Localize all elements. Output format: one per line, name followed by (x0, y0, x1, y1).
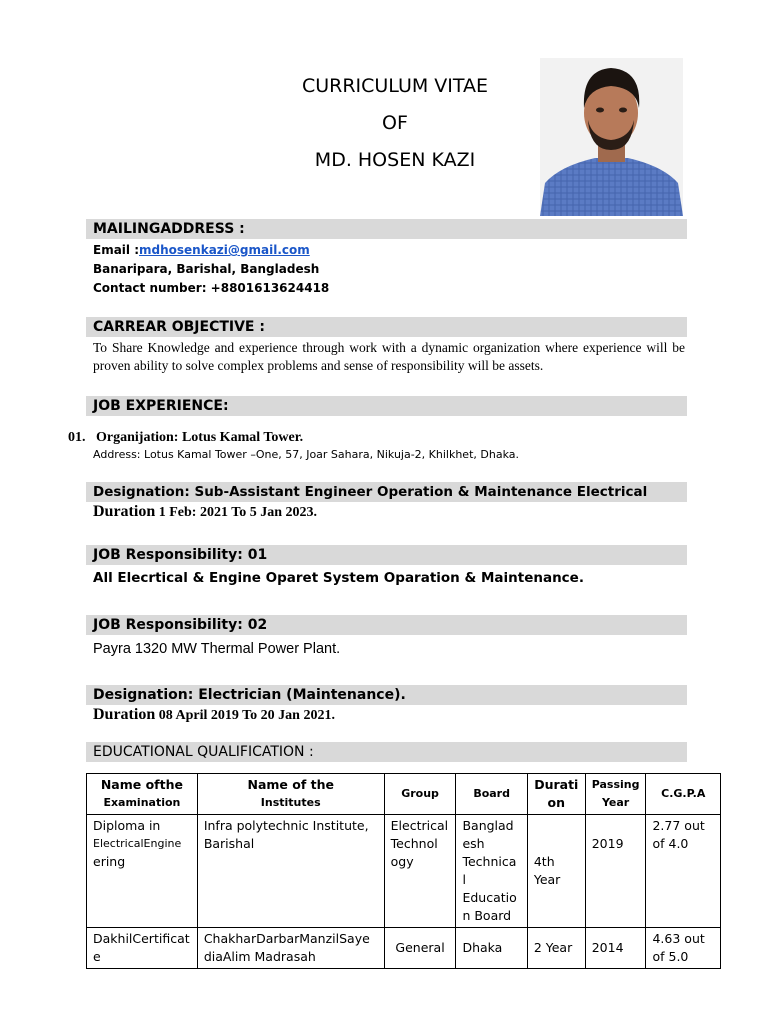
header-group: Group (384, 774, 456, 815)
designation2: Designation: Electrician (Maintenance). (93, 687, 406, 703)
organization-address: Address: Lotus Kamal Tower –One, 57, Joar Sahara, Nikuja-2, Khilkhet, Dhaka. (93, 448, 519, 461)
duration2-line (93, 706, 335, 724)
cell-year: 2014 (585, 928, 646, 969)
organization-name: Organijation: Lotus Kamal Tower. (96, 430, 304, 445)
cell-cgpa: 2.77 out of 4.0 (646, 815, 721, 928)
email-line (93, 243, 310, 257)
designation1: Designation: Sub-Assistant Engineer Operation & Maintenance Electrical (93, 484, 648, 500)
objective-heading: CARREAR OBJECTIVE : (93, 319, 265, 335)
experience-number: 01. (68, 430, 86, 445)
cell-exam: DakhilCertificat e (87, 928, 198, 969)
cv-name: MD. HOSEN KAZI (314, 149, 476, 171)
resp1-text: All Elecrtical & Engine Oparet System Oparation & Maintenance. (93, 570, 584, 586)
cell-group: General (384, 928, 456, 969)
resp2-heading: JOB Responsibility: 02 (93, 617, 268, 633)
cell-institute: ChakharDarbarManzilSaye diaAlim Madrasah (197, 928, 384, 969)
cell-duration: 4th Year (527, 815, 585, 928)
contact-line: Contact number: +8801613624418 (93, 281, 330, 295)
header-institute: Name of the Institutes (197, 774, 384, 815)
header-board: Board (456, 774, 527, 815)
education-table (86, 773, 721, 969)
cell-board: Dhaka (456, 928, 527, 969)
header-cgpa: C.G.P.A (646, 774, 721, 815)
duration1-label: Duration (93, 503, 156, 520)
profile-photo (540, 58, 683, 216)
address-line: Banaripara, Barishal, Bangladesh (93, 262, 320, 276)
cell-cgpa: 4.63 out of 5.0 (646, 928, 721, 969)
table-header-row (87, 774, 721, 815)
table-row (87, 815, 721, 928)
duration2-value: 08 April 2019 To 20 Jan 2021. (155, 708, 335, 723)
resp1-heading: JOB Responsibility: 01 (93, 547, 268, 563)
cell-board: Banglad esh Technica l Educatio n Board (456, 815, 527, 928)
cell-year: 2019 (585, 815, 646, 928)
header-passing: Passing Year (585, 774, 646, 815)
duration1-line (93, 503, 317, 521)
table-row (87, 928, 721, 969)
cell-institute: Infra polytechnic Institute, Barishal (197, 815, 384, 928)
duration1-value: 1 Feb: 2021 To 5 Jan 2023. (155, 505, 318, 520)
cv-title-of: OF (382, 112, 408, 134)
cell-group: Electrical Technol ogy (384, 815, 456, 928)
header-duration: Durati on (527, 774, 585, 815)
mailing-heading: MAILINGADDRESS : (93, 221, 245, 237)
header-exam: Name ofthe Examination (87, 774, 198, 815)
email-label: Email : (93, 243, 140, 257)
resp2-text: Payra 1320 MW Thermal Power Plant. (93, 641, 341, 657)
email-link[interactable]: mdhosenkazi@gmail.com (139, 243, 310, 257)
cv-title: CURRICULUM VITAE (301, 75, 489, 97)
experience-heading: JOB EXPERIENCE: (93, 398, 229, 414)
duration2-label: Duration (93, 706, 156, 723)
objective-text: To Share Knowledge and experience through work with a dynamic organization where experience will be proven ability to solve complex problems and sense of responsibility will be assets. (93, 340, 685, 373)
education-heading: EDUCATIONAL QUALIFICATION : (93, 744, 314, 760)
cell-duration: 2 Year (527, 928, 585, 969)
cell-exam: Diploma in ElectricalEngine ering (87, 815, 198, 928)
